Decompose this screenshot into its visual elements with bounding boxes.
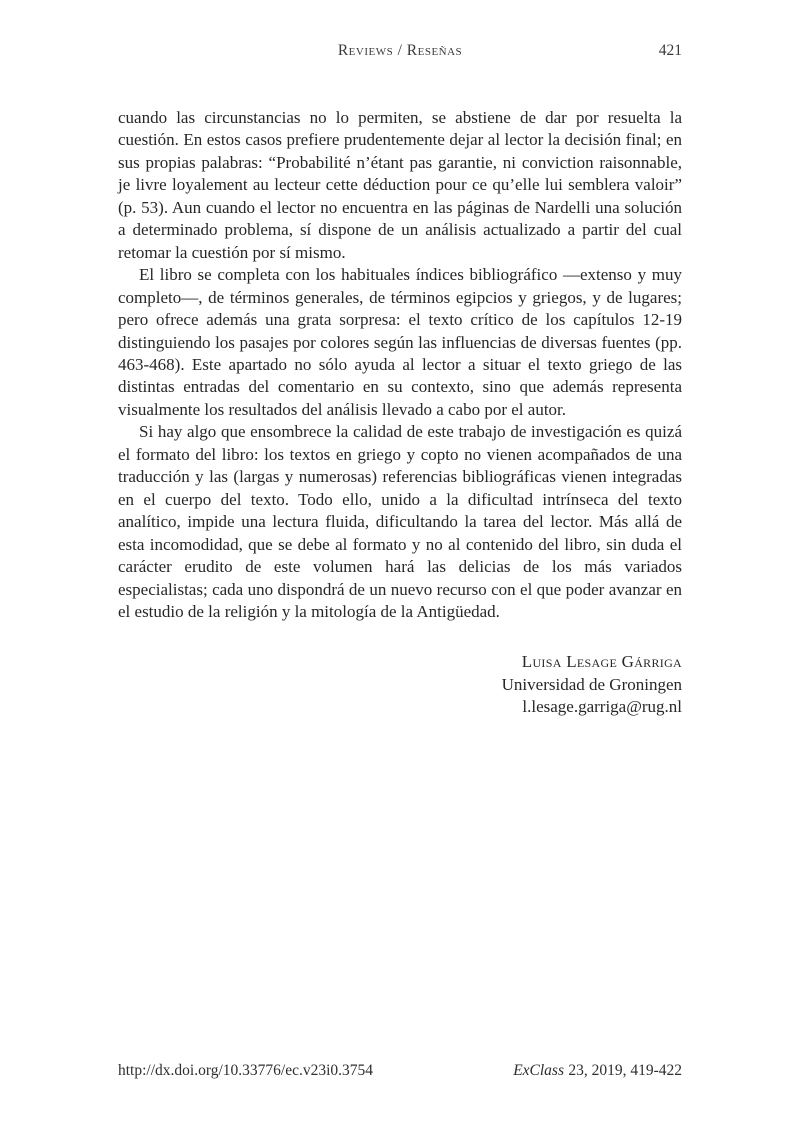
running-head-title: Reviews / Reseñas bbox=[337, 42, 463, 59]
reviewer-affiliation: Universidad de Groningen bbox=[501, 674, 682, 694]
reviewer-email: l.lesage.garriga@rug.nl bbox=[522, 697, 682, 717]
journal-reference bbox=[513, 1062, 682, 1080]
reviewer-name: Luisa Lesage Gárriga bbox=[521, 652, 682, 672]
page-footer bbox=[118, 1062, 682, 1080]
journal-name: ExClass bbox=[513, 1062, 564, 1079]
body-text bbox=[118, 107, 682, 719]
running-head bbox=[118, 42, 682, 62]
journal-issue-pages: 23, 2019, 419-422 bbox=[568, 1062, 682, 1079]
signature-block bbox=[118, 651, 682, 718]
paragraph-indices: El libro se completa con los habituales índices bibliográfico —extenso y muy completo—, de términos generales, de términos egipcios y griegos, y de lugares; pero ofrece además una grata sorpresa: el texto crítico de los capítulos 12-19 distinguiendo los pasajes por colores según las influencias de diversas fuentes (pp. 463-468). Este apartado no sólo ayuda al lector a situar el texto griego de las distintas entradas del comentario en su contexto, sino que además representa visualmente los resultados del análisis llevado a cabo por el autor. bbox=[118, 265, 682, 419]
doi-text: http://dx.doi.org/10.33776/ec.v23i0.3754 bbox=[118, 1062, 374, 1079]
paragraph-continuation: cuando las circunstancias no lo permiten, se abstiene de dar por resuelta la cuestión. En estos casos prefiere prudentemente dejar al lector la decisión final; en sus propias palabras: “Probabilité n’étant pas garantie, ni conviction raisonnable, je livre loyalement au lecteur cette déduction pour ce qu’elle lui semblera valoir” (p. 53). Aun cuando el lector no encuentra en las páginas de Nardelli una solución a determinado problema, sí dispone de un análisis actualizado a partir del cual retomar la cuestión por sí mismo. bbox=[118, 108, 682, 262]
page-number: 421 bbox=[658, 42, 682, 59]
paragraph-format-critique: Si hay algo que ensombrece la calidad de este trabajo de investigación es quizá el formato del libro: los textos en griego y copto no vienen acompañados de una traducción y las (largas y numerosas) referencias bibliográficas vienen integradas en el cuerpo del texto. Todo ello, unido a la dificultad intrínseca del texto analítico, impide una lectura fluida, dificultando la tarea del lector. Más allá de esta incomodidad, que se debe al formato y no al contenido del libro, sin duda el carácter erudito de este volumen hará las delicias de los más variados especialistas; cada uno dispondrá de un nuevo recurso con el que poder avanzar en el estudio de la religión y la mitología de la Antigüedad. bbox=[118, 422, 682, 621]
